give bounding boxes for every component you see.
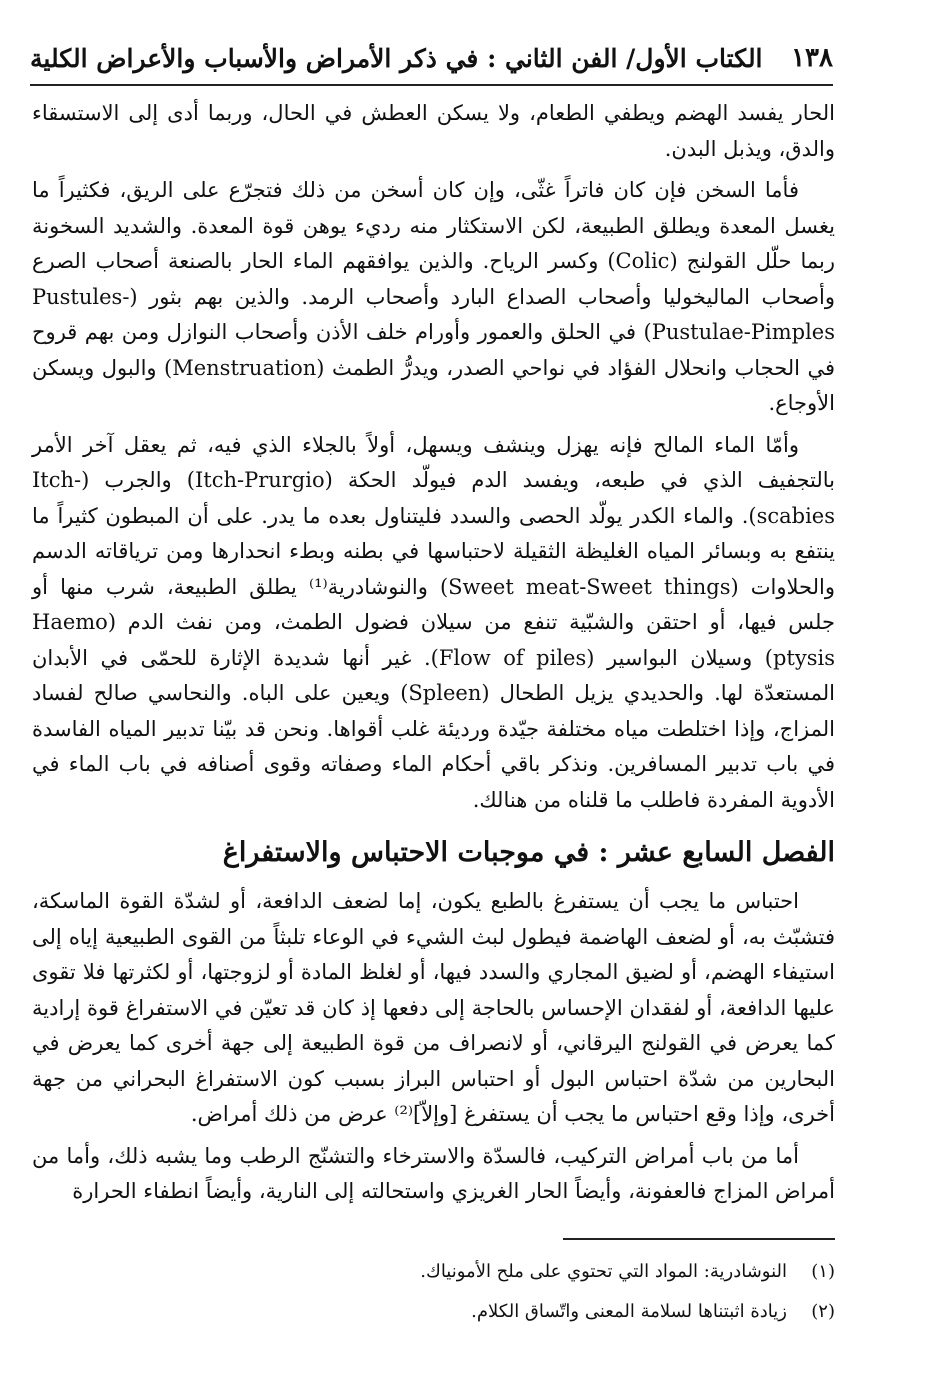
paragraph: أما من باب أمراض التركيب، فالسدّة والاسترخاء والتشنّج الرطب وما يشبه ذلك، وأما من أمراض المزاج فالعفونة، وأيضاً الحار الغريزي واستحالته إلى النارية، وأيضاً انطفاء الحرارة xyxy=(32,1143,835,1203)
paragraph: فأما السخن فإن كان فاتراً غثّى، وإن كان أسخن من ذلك فتجرّع على الريق، فكثيراً ما يغسل المعدة ويطلق الطبيعة، لكن الاستكثار منه رديء يوهن قوة المعدة. والشديد السخونة ربما حلّل القولنج (Colic) وكسر الرياح. والذين يوافقهم الماء الحار بالصنعة أصحاب الصرع وأصحاب الماليخوليا وأصحاب الصداع البارد وأصحاب الرمد. والذين بهم بثور (Pustules-Pustulae-Pimples) في الحلق والعمور وأورام خلف الأذن وأصحاب النوازل ومن بهم قروح في الحجاب وانحلال الفؤاد في نواحي الصدر، ويدرُّ الطمث (Menstruation) والبول ويسكن الأوجاع. xyxy=(32,178,835,415)
footnote-text: النوشادرية: المواد التي تحتوي على ملح الأمونياك. xyxy=(420,1261,787,1282)
running-header xyxy=(30,32,833,86)
page-number: ١٣٨ xyxy=(791,43,833,73)
header-title: الكتاب الأول/ الفن الثاني : في ذكر الأمراض والأسباب والأعراض الكلية xyxy=(30,43,763,73)
footnote-divider xyxy=(563,1238,835,1240)
footnotes xyxy=(32,1252,835,1332)
footnote xyxy=(32,1252,835,1292)
section-heading: الفصل السابع عشر : في موجبات الاحتباس والاستفراغ xyxy=(222,837,835,868)
footnote xyxy=(32,1292,835,1332)
footnote-number: (١) xyxy=(811,1261,835,1282)
main-text xyxy=(32,96,835,1216)
footnote-number: (٢) xyxy=(811,1301,835,1322)
footnote-text: زيادة اثبتناها لسلامة المعنى واتّساق الكلام. xyxy=(471,1301,787,1322)
paragraph: وأمّا الماء المالح فإنه يهزل وينشف ويسهل، أولاً بالجلاء الذي فيه، ثم يعقل آخر الأمر بالتجفيف الذي في طبعه، ويفسد الدم فيولّد الحكة (Itch-Prurgio) والجرب (Itch-scabies). والماء الكدر يولّد الحصى والسدد فليتناول بعده ما يدر. على أن المبطون كثيراً ما ينتفع به وبسائر المياه الغليظة الثقيلة لاحتباسها في بطنه وبطء انحدارها ومن ترياقاته الدسم والحلاوات (Sweet meat-Sweet things) والنوشادرية⁽¹⁾ يطلق الطبيعة، شرب منها أو جلس فيها، أو احتقن والشبّية تنفع من سيلان فضول الطمث، ومن نفث الدم (Haemo ptysis) وسيلان البواسير (Flow of piles). غير أنها شديدة الإثارة للحمّى في الأبدان المستعدّة لها. والحديدي يزيل الطحال (Spleen) ويعين على الباه. والنحاسي صالح لفساد المزاج، وإذا اختلطت مياه مختلفة جيّدة ورديئة غلب أقواها. ونحن قد بيّنا تدبير المياه الفاسدة في باب تدبير المسافرين. ونذكر باقي أحكام الماء وصفاته وقوى أصنافه في باب الماء في الأدوية المفردة فاطلب ما قلناه من هنالك. xyxy=(32,432,835,812)
paragraph: الحار يفسد الهضم ويطفي الطعام، ولا يسكن العطش في الحال، وربما أدى إلى الاستسقاء والدق، ويذبل البدن. xyxy=(32,101,835,161)
paragraph: احتباس ما يجب أن يستفرغ بالطبع يكون، إما لضعف الدافعة، أو لشدّة القوة الماسكة، فتشبّث به، أو لضعف الهاضمة فيطول لبث الشيء في الوعاء تلبثاً من القوى الطبيعية إياه إلى استيفاء الهضم، أو لضيق المجاري والسدد فيها، أو لغلظ المادة أو لزوجتها، أو لكثرتها فلا تقوى عليها الدافعة، أو لفقدان الإحساس بالحاجة إلى دفعها إذ كان قد تعيّن في الاستفراغ قوة إرادية كما يعرض في القولنج اليرقاني، أو لانصراف من قوة الطبيعة إلى جهة أخرى كما يعرض في البحارين من شدّة احتباس البول أو احتباس البراز بسبب كون الاستفراغ البحراني من جهة أخرى، وإذا وقع احتباس ما يجب أن يستفرغ [وإلاّ]⁽²⁾ عرض من ذلك أمراض. xyxy=(32,889,835,1126)
